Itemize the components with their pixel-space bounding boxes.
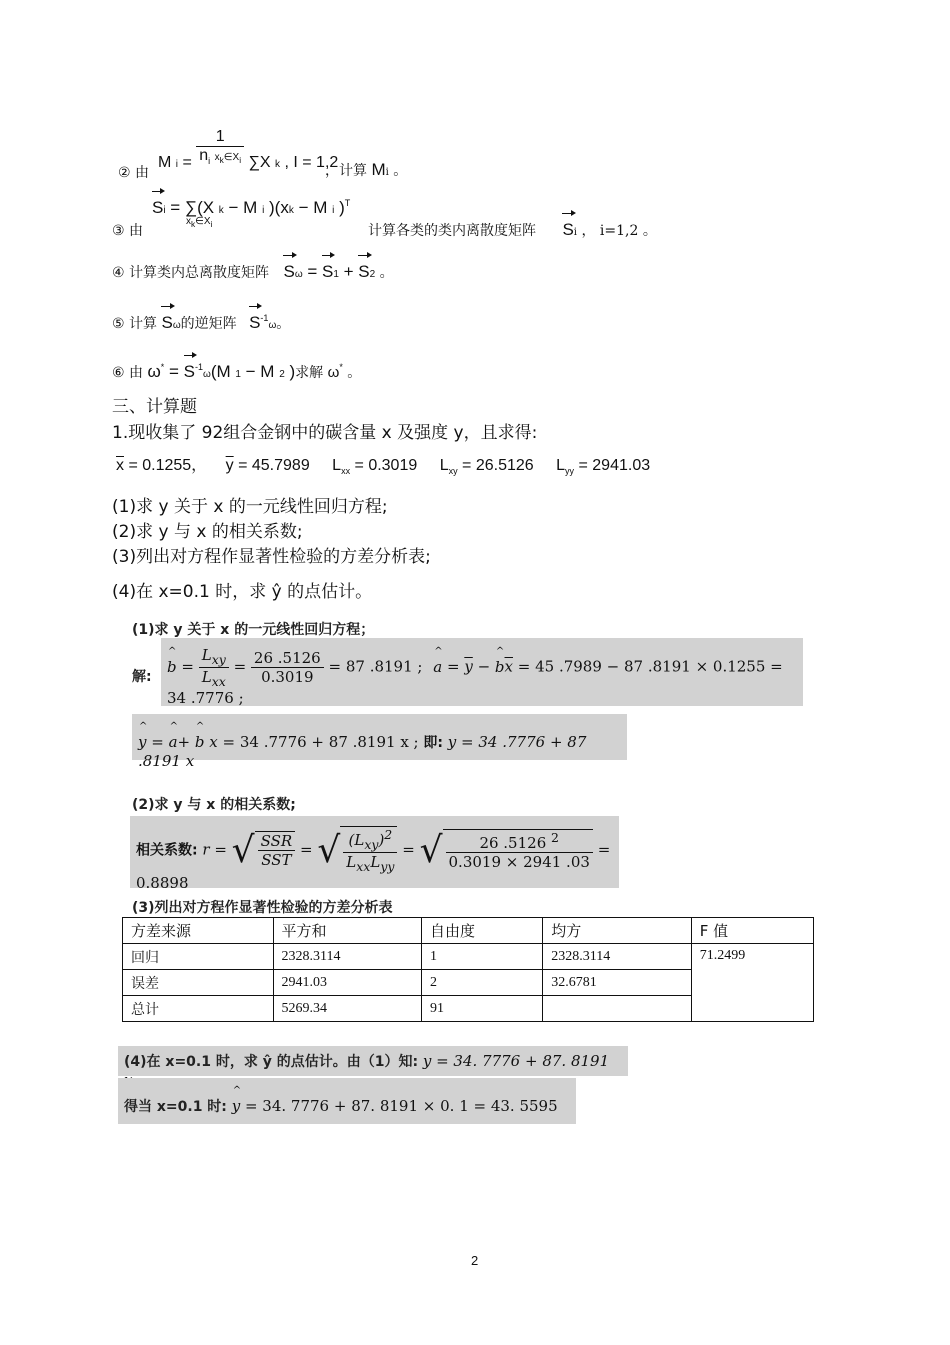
answer-1-label: 解: xyxy=(132,669,152,685)
anova-ms: 2328.3114 xyxy=(543,944,692,970)
anova-header-cell: 方差来源 xyxy=(123,918,274,944)
anova-df: 1 xyxy=(422,944,543,970)
anova-ss: 2328.3114 xyxy=(273,944,422,970)
given-values: $\overline{x} = 0.1255$， $\overline{y} = 45.7989$ $L_{xx} = 0.3019$ $L_{xy} = 26.5126$ $L_{yy} = 2941.03$ xyxy=(116,457,651,476)
answer-4-heading-box: (4)在 x=0.1 时，求 ŷ 的点估计。由（1）知: y = 34. 7776 + 87. 8191 xyxy=(118,1046,628,1076)
page-number: 2 xyxy=(471,1253,479,1268)
anova-header-cell: 平方和 xyxy=(273,918,422,944)
step-6: ⑥ 由 $\omega^* = S^{-1}\omega(M$ 1 − M 2 )求解 ω* 。 xyxy=(112,362,362,381)
step-3: ③ 由 xyxy=(112,223,144,239)
question-1: (1)求 y 关于 x 的一元线性回归方程; xyxy=(112,497,388,517)
question-4: (4)在 x=0.1 时，求 ŷ 的点估计。 xyxy=(112,582,373,602)
anova-source: 回归 xyxy=(123,944,274,970)
anova-source: 误差 xyxy=(123,970,274,996)
anova-ms xyxy=(543,996,692,1022)
anova-header-cell: 自由度 xyxy=(422,918,543,944)
anova-f-value: 71.2499 xyxy=(691,944,813,1022)
question-2: (2)求 y 与 x 的相关系数; xyxy=(112,522,303,542)
step-4: ④ 计算类内总离散度矩阵 Sω = S1 + S2 。 xyxy=(112,262,394,281)
anova-header-row xyxy=(123,918,814,944)
step-2-tail: ，计算 Mi 。 xyxy=(325,160,408,179)
section-title: 三、计算题 xyxy=(112,397,197,417)
answer-4-box: 得当 x=0.1 时: ^ y = 34. 7776 + 87. 8191 × 0. 1 = 43. 5595 xyxy=(118,1078,576,1124)
step-2: ② 由 xyxy=(118,165,150,181)
anova-df: 91 xyxy=(422,996,543,1022)
anova-source: 总计 xyxy=(123,996,274,1022)
answer-3-heading: (3)列出对方程作显著性检验的方差分析表 xyxy=(132,900,393,916)
anova-df: 2 xyxy=(422,970,543,996)
step3-formula: Si = ∑(X k − M i )(xk − M i )$^T$ $x_k\in X_i$ xyxy=(152,198,351,229)
anova-ms: 32.6781 xyxy=(543,970,692,996)
anova-header-cell: F 值 xyxy=(691,918,813,944)
anova-ss: 2941.03 xyxy=(273,970,422,996)
answer-1-box: ^ b = $\frac{L_{xy}}{L_{xx}}$ = $\frac{26 .5126}{0.3019}$ = 87 .8191 ; ^ $a = \overline{y}$ − ^ $b\overline{x} = 45$ .7989 − 87 .8191 × 0.1255 = 34 .7776 ; xyxy=(161,638,803,706)
table-row xyxy=(123,944,814,970)
answer-1-heading: (1)求 y 关于 x 的一元线性回归方程； xyxy=(132,622,375,638)
question-3: (3)列出对方程作显著性检验的方差分析表; xyxy=(112,547,431,567)
answer-2-heading: (2)求 y 与 x 的相关系数; xyxy=(132,797,296,813)
anova-ss: 5269.34 xyxy=(273,996,422,1022)
answer-2-box: 相关系数: r = √ $\frac{\text{SSR}}{\text{SST}}$ = √ $\frac{(L_{xy})^2}{L_{xx}L_{yy}}$ = √ $\frac{26 .5126 ^2}{0.3019 \times 2941 .03}$ = 0.8898 xyxy=(130,816,619,888)
problem-statement: 1.现收集了 92组合金钢中的碳含量 x 及强度 y，且求得: xyxy=(112,423,538,443)
step2-formula: M i = $\frac{1}{n_i x_k\in X_i}$ ∑X k , I = 1,2 xyxy=(158,128,339,171)
step-5: ⑤ 计算 Sω的逆矩阵 $S^{-1}\omega$。 xyxy=(112,313,291,332)
step-3-tail: 计算各类的类内离散度矩阵 Si ， i=1,2 。 xyxy=(368,220,657,239)
anova-header-cell: 均方 xyxy=(543,918,692,944)
anova-table xyxy=(122,917,814,1022)
answer-1-equation-box: ^ y = ^ a+ ^ b x = 34 .7776 + 87 .8191 x ; 即: y = 34 .7776 + 87 .8191 x xyxy=(132,714,627,760)
